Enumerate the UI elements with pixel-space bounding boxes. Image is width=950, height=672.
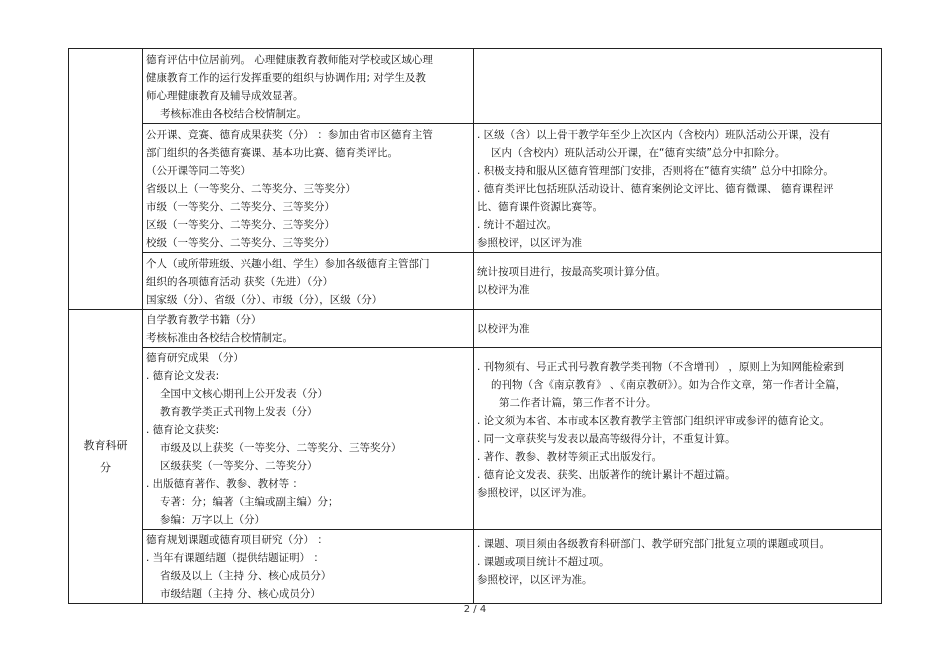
- text-line: . 出版德育著作、教参、教材等 ：: [146, 478, 304, 490]
- text-line: 统计按项目进行，按最高奖项计算分值。: [477, 266, 666, 278]
- text-line: 考核标准由各校结合校情制定。: [160, 108, 307, 120]
- text-line: 考核标准由各校结合校情制定。: [146, 332, 293, 344]
- text-line: 自学教育教学书籍（分）: [146, 314, 262, 326]
- text-line: . 区级（含）以上骨干教学年至少上次区内（含校内）班队活动公开课，没有: [477, 129, 831, 141]
- text-line: 德育研究成果 （分）: [146, 352, 244, 364]
- text-line: . 统计不超过次。: [477, 219, 558, 231]
- criteria-cell: [143, 124, 474, 253]
- notes-cell: [474, 310, 882, 348]
- text-line: 公开课、竞赛、德育成果获奖（分） ：参加由省市区德育主管: [146, 129, 433, 141]
- table-row: [69, 310, 882, 348]
- text-line: . 德育论文获奖:: [146, 424, 220, 436]
- notes-cell: [474, 253, 882, 310]
- text-line: . 积极支持和服从区德育管理部门安排，否则将在“德育实绩” 总分中扣除分。: [477, 165, 834, 177]
- text-line: . 德育论文发表:: [146, 370, 220, 382]
- text-line: . 课题或项目统计不超过项。: [477, 556, 610, 568]
- text-line: . 同一文章获奖与发表以最高等级得分计，不重复计算。: [477, 433, 736, 445]
- text-line: 市级及以上获奖（一等奖分、二等奖分、三等奖分）: [160, 442, 402, 454]
- text-line: 的刊物（含《南京教育》 、《南京教研》）。如为合作文章，第一作者计全篇，: [491, 379, 847, 391]
- criteria-cell: [143, 530, 474, 604]
- text-line: 参照校评，以区评为准: [477, 237, 582, 249]
- text-line: 以校评为准: [477, 284, 530, 296]
- category-label: 分: [100, 460, 111, 474]
- text-line: 以校评为准: [477, 323, 530, 335]
- text-line: 省级及以上（主持 分、核心成员分）: [160, 570, 332, 582]
- page-number: 2 / 4: [463, 604, 487, 615]
- text-line: 比、德育课件资源比赛等。: [477, 201, 603, 213]
- text-line: 教育教学类正式刊物上发表（分）: [160, 406, 318, 418]
- text-line: 参照校评，以区评为准。: [477, 574, 593, 586]
- text-line: 参照校评，以区评为准。: [477, 487, 593, 499]
- text-line: . 课题、项目须由各级教育科研部门、教学研究部门批复立项的课题或项目。: [477, 538, 831, 550]
- criteria-cell: [143, 49, 474, 124]
- category-cell: [69, 310, 143, 604]
- text-line: . 当年有课题结题（提供结题证明） ：: [146, 552, 325, 564]
- text-line: 个人（或所带班级、兴趣小组、学生）参加各级德育主管部门: [146, 258, 430, 270]
- criteria-cell: [143, 348, 474, 530]
- text-line: 区内（含校内）班队活动公开课，在“德育实绩”总分中扣除分。: [491, 147, 786, 159]
- text-line: . 德育类评比包括班队活动设计、德育案例论文评比、德育微课、 德育课程评: [477, 183, 834, 195]
- notes-cell: [474, 49, 882, 124]
- table-row: [69, 348, 882, 530]
- text-line: 区级（一等奖分、二等奖分、三等奖分）: [146, 219, 335, 231]
- text-line: 区级获奖（一等奖分、二等奖分）: [160, 460, 318, 472]
- table-row: [69, 253, 882, 310]
- text-line: 组织的各项德育活动 获奖（先进）（分）: [146, 276, 334, 288]
- text-line: 市级结题（主持 分、核心成员分）: [160, 588, 321, 600]
- text-line: . 著作、教参、教材等须正式出版发行。: [477, 451, 663, 463]
- table-row: [69, 49, 882, 124]
- table-row: [69, 530, 882, 604]
- table-row: [69, 124, 882, 253]
- text-line: 校级（一等奖分、二等奖分、三等奖分）: [146, 237, 335, 249]
- text-line: 德育评估中位居前列。 心理健康教育教师能对学校或区域心理: [146, 54, 433, 66]
- notes-cell: [474, 530, 882, 604]
- criteria-cell: [143, 253, 474, 310]
- text-line: 国家级（分）、省级（分）、市级（分），区级（分）: [146, 294, 383, 306]
- category-cell-empty: [69, 49, 143, 310]
- text-line: 健康教育工作的运行发挥重要的组织与协调作用; 对学生及教: [146, 72, 426, 84]
- text-line: 全国中文核心期刊上公开发表（分）: [160, 388, 328, 400]
- text-line: 省级以上（一等奖分、二等奖分、三等奖分）: [146, 183, 356, 195]
- text-line: （公开课等同二等奖）: [146, 165, 251, 177]
- text-line: 参编：万字以上（分）: [160, 514, 265, 526]
- text-line: . 德育论文发表、获奖、出版著作的统计累计不超过篇。: [477, 469, 736, 481]
- notes-cell: [474, 348, 882, 530]
- notes-cell: [474, 124, 882, 253]
- text-line: 专著：分；编著（主编或副主编）分；: [160, 496, 339, 508]
- text-line: 第二作者计篇，第三作者不计分。: [499, 397, 657, 409]
- text-line: 师心理健康教育及辅导成效显著。: [146, 90, 304, 102]
- text-line: 部门组织的各类德育赛课、基本功比赛、德育类评比。: [146, 147, 398, 159]
- text-line: . 论文须为本省、本市或本区教育教学主管部门组织评审或参评的德育论文。: [477, 415, 831, 427]
- text-line: . 刊物须有、号正式刊号教育教学类刊物（不含增刊） ，原则上为知网能检索到: [477, 361, 845, 373]
- criteria-cell: [143, 310, 474, 348]
- criteria-table: [68, 48, 882, 604]
- text-line: 德育规划课题或德育项目研究（分） ：: [146, 534, 328, 546]
- category-label: 教育科研: [83, 438, 128, 452]
- text-line: 市级（一等奖分、二等奖分、三等奖分）: [146, 201, 335, 213]
